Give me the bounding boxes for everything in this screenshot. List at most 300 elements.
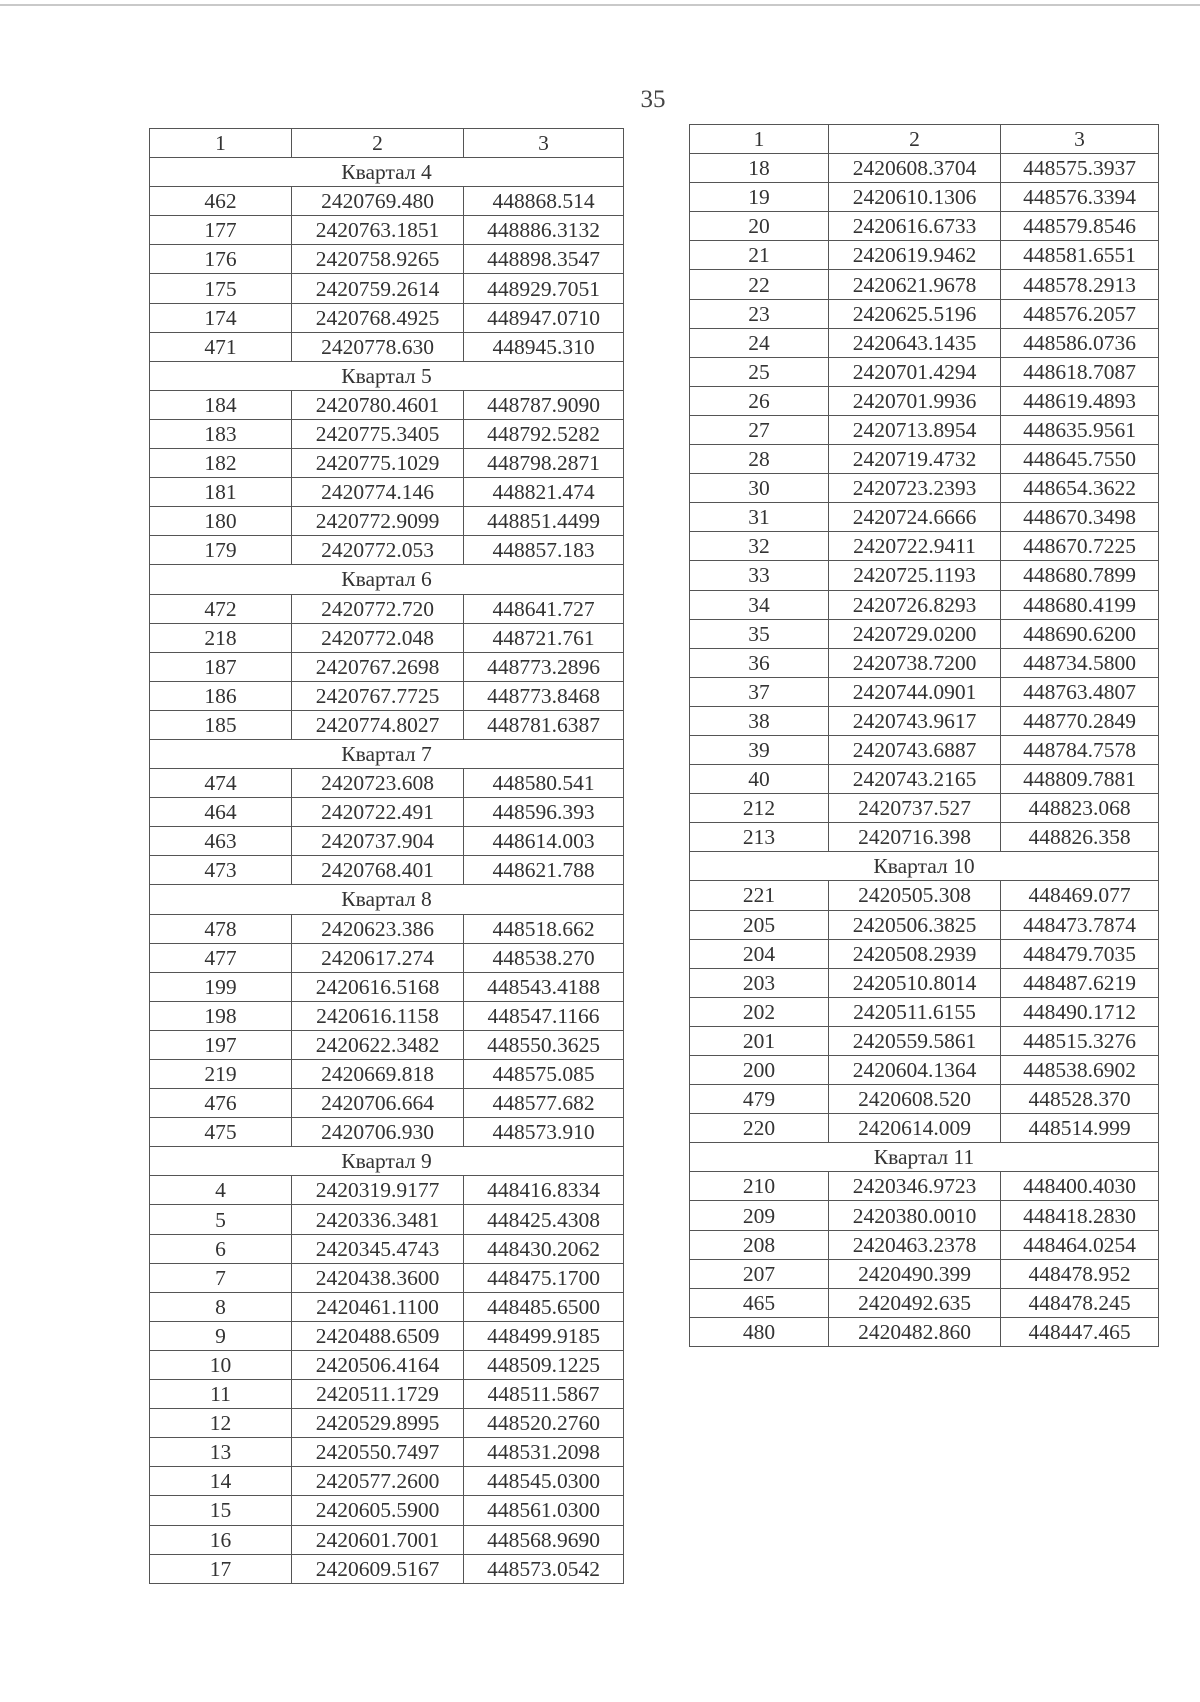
coordinate-x: 2420713.8954 [829,415,1001,444]
coordinate-x: 2420706.664 [292,1089,464,1118]
coordinate-y: 448618.7087 [1001,357,1159,386]
table-row [690,1317,1159,1346]
coordinate-y: 448561.0300 [464,1496,624,1525]
coordinate-x: 2420616.6733 [829,212,1001,241]
point-number: 22 [690,270,829,299]
table-row [690,1114,1159,1143]
coordinate-y: 448898.3547 [464,245,624,274]
coordinate-x: 2420336.3481 [292,1205,464,1234]
coordinate-x: 2420719.4732 [829,445,1001,474]
coordinate-x: 2420617.274 [292,943,464,972]
point-number: 464 [150,798,292,827]
point-number: 186 [150,681,292,710]
point-number: 175 [150,274,292,303]
coordinate-y: 448621.788 [464,856,624,885]
point-number: 14 [150,1467,292,1496]
coordinates-table-left [149,128,624,1584]
table-row [150,1234,624,1263]
table-row [690,241,1159,270]
coordinate-y: 448781.6387 [464,710,624,739]
point-number: 39 [690,735,829,764]
point-number: 13 [150,1438,292,1467]
coordinate-y: 448475.1700 [464,1263,624,1292]
coordinate-x: 2420723.2393 [829,474,1001,503]
coordinate-x: 2420775.3405 [292,419,464,448]
table-row [690,415,1159,444]
coordinate-y: 448518.662 [464,914,624,943]
point-number: 177 [150,216,292,245]
coordinate-x: 2420380.0010 [829,1201,1001,1230]
coordinate-y: 448485.6500 [464,1292,624,1321]
coordinate-x: 2420608.520 [829,1085,1001,1114]
coordinate-x: 2420701.9936 [829,386,1001,415]
coordinate-x: 2420319.9177 [292,1176,464,1205]
block-header-row [690,852,1159,881]
block-title: Квартал 8 [150,885,624,914]
table-row [150,419,624,448]
coordinate-y: 448576.2057 [1001,299,1159,328]
coordinate-y: 448823.068 [1001,794,1159,823]
point-number: 475 [150,1118,292,1147]
coordinate-x: 2420767.2698 [292,652,464,681]
table-row [150,856,624,885]
table-row [150,681,624,710]
point-number: 477 [150,943,292,972]
point-number: 23 [690,299,829,328]
block-title: Квартал 7 [150,739,624,768]
page-top-edge [0,4,1200,6]
coordinate-x: 2420605.5900 [292,1496,464,1525]
point-number: 199 [150,972,292,1001]
block-title: Квартал 11 [690,1143,1159,1172]
block-header-row [150,158,624,187]
coordinate-x: 2420621.9678 [829,270,1001,299]
point-number: 33 [690,561,829,590]
table-row [690,1288,1159,1317]
coordinate-y: 448721.761 [464,623,624,652]
coordinate-y: 448550.3625 [464,1030,624,1059]
point-number: 463 [150,827,292,856]
table-row [150,1118,624,1147]
coordinate-y: 448416.8334 [464,1176,624,1205]
table-row [690,212,1159,241]
coordinate-x: 2420758.9265 [292,245,464,274]
point-number: 8 [150,1292,292,1321]
coordinate-x: 2420769.480 [292,187,464,216]
coordinate-x: 2420505.308 [829,881,1001,910]
block-header-row [690,1143,1159,1172]
coordinate-y: 448575.085 [464,1060,624,1089]
table-row [150,798,624,827]
point-number: 474 [150,769,292,798]
point-number: 197 [150,1030,292,1059]
coordinate-y: 448568.9690 [464,1525,624,1554]
block-title: Квартал 5 [150,361,624,390]
table-row [150,1060,624,1089]
table-row [690,386,1159,415]
point-number: 187 [150,652,292,681]
point-number: 219 [150,1060,292,1089]
table-row [690,561,1159,590]
table-row [150,1438,624,1467]
table-row [690,997,1159,1026]
point-number: 473 [150,856,292,885]
coordinate-x: 2420508.2939 [829,939,1001,968]
coordinate-x: 2420345.4743 [292,1234,464,1263]
block-header-row [150,885,624,914]
page-number: 35 [640,86,666,113]
coordinate-y: 448792.5282 [464,419,624,448]
coordinate-x: 2420492.635 [829,1288,1001,1317]
coordinate-y: 448430.2062 [464,1234,624,1263]
table-row [150,1554,624,1583]
point-number: 31 [690,503,829,532]
point-number: 182 [150,449,292,478]
coordinate-x: 2420738.7200 [829,648,1001,677]
point-number: 5 [150,1205,292,1234]
block-title: Квартал 9 [150,1147,624,1176]
coordinate-x: 2420725.1193 [829,561,1001,590]
point-number: 20 [690,212,829,241]
point-number: 204 [690,939,829,968]
coordinate-x: 2420775.1029 [292,449,464,478]
coordinate-y: 448770.2849 [1001,706,1159,735]
coordinate-y: 448614.003 [464,827,624,856]
table-row [150,652,624,681]
coordinate-x: 2420726.8293 [829,590,1001,619]
point-number: 28 [690,445,829,474]
point-number: 476 [150,1089,292,1118]
coordinate-y: 448763.4807 [1001,677,1159,706]
coordinate-y: 448538.6902 [1001,1056,1159,1085]
point-number: 36 [690,648,829,677]
coordinate-x: 2420577.2600 [292,1467,464,1496]
table-row [150,1467,624,1496]
coordinate-x: 2420724.6666 [829,503,1001,532]
coordinate-y: 448514.999 [1001,1114,1159,1143]
coordinate-y: 448798.2871 [464,449,624,478]
point-number: 21 [690,241,829,270]
coordinate-y: 448547.1166 [464,1001,624,1030]
coordinate-y: 448490.1712 [1001,997,1159,1026]
point-number: 212 [690,794,829,823]
coordinate-x: 2420716.398 [829,823,1001,852]
table-row [690,765,1159,794]
coordinate-x: 2420701.4294 [829,357,1001,386]
coordinate-x: 2420529.8995 [292,1409,464,1438]
table-row [690,823,1159,852]
point-number: 205 [690,910,829,939]
point-number: 184 [150,390,292,419]
coordinate-y: 448851.4499 [464,507,624,536]
coordinate-x: 2420482.860 [829,1317,1001,1346]
coordinate-x: 2420559.5861 [829,1026,1001,1055]
coordinate-x: 2420622.3482 [292,1030,464,1059]
coordinate-x: 2420772.053 [292,536,464,565]
table-row [690,1230,1159,1259]
point-number: 30 [690,474,829,503]
coordinate-x: 2420614.009 [829,1114,1001,1143]
point-number: 471 [150,332,292,361]
point-number: 209 [690,1201,829,1230]
point-number: 480 [690,1317,829,1346]
coordinate-x: 2420506.4164 [292,1350,464,1379]
coordinate-x: 2420490.399 [829,1259,1001,1288]
table-row [690,735,1159,764]
point-number: 24 [690,328,829,357]
table-row [690,677,1159,706]
coordinate-x: 2420768.401 [292,856,464,885]
coordinate-y: 448641.727 [464,594,624,623]
point-number: 38 [690,706,829,735]
coordinate-y: 448821.474 [464,478,624,507]
coordinate-y: 448573.910 [464,1118,624,1147]
coordinate-x: 2420616.5168 [292,972,464,1001]
table-row [690,1026,1159,1055]
table-row [150,1030,624,1059]
coordinate-x: 2420610.1306 [829,183,1001,212]
coordinate-x: 2420772.720 [292,594,464,623]
table-row [150,449,624,478]
coordinate-y: 448784.7578 [1001,735,1159,764]
coordinate-x: 2420763.1851 [292,216,464,245]
coordinate-y: 448400.4030 [1001,1172,1159,1201]
table-row [690,1056,1159,1085]
coordinate-x: 2420506.3825 [829,910,1001,939]
coordinate-x: 2420722.9411 [829,532,1001,561]
coordinate-y: 448645.7550 [1001,445,1159,474]
column-header-3: 3 [464,129,624,158]
coordinate-x: 2420774.146 [292,478,464,507]
table-row [150,332,624,361]
coordinate-x: 2420744.0901 [829,677,1001,706]
block-header-row [150,1147,624,1176]
point-number: 4 [150,1176,292,1205]
table-row [150,245,624,274]
table-row [150,710,624,739]
table-row [150,1292,624,1321]
table-row [690,328,1159,357]
point-number: 176 [150,245,292,274]
table-row [150,1001,624,1030]
coordinate-y: 448680.7899 [1001,561,1159,590]
table-row [690,503,1159,532]
coordinate-x: 2420511.6155 [829,997,1001,1026]
point-number: 221 [690,881,829,910]
point-number: 180 [150,507,292,536]
coordinate-y: 448464.0254 [1001,1230,1159,1259]
coordinate-y: 448538.270 [464,943,624,972]
coordinate-y: 448509.1225 [464,1350,624,1379]
point-number: 16 [150,1525,292,1554]
coordinate-y: 448947.0710 [464,303,624,332]
coordinate-x: 2420604.1364 [829,1056,1001,1085]
coordinate-x: 2420461.1100 [292,1292,464,1321]
table-row [150,594,624,623]
point-number: 9 [150,1321,292,1350]
column-header-1: 1 [690,125,829,154]
table-row [690,881,1159,910]
table-row [150,943,624,972]
table-row [690,357,1159,386]
point-number: 15 [150,1496,292,1525]
table-row [690,1201,1159,1230]
table-row [690,532,1159,561]
point-number: 12 [150,1409,292,1438]
table-row [690,1259,1159,1288]
point-number: 26 [690,386,829,415]
coordinate-y: 448578.2913 [1001,270,1159,299]
coordinate-y: 448473.7874 [1001,910,1159,939]
table-row [150,1321,624,1350]
point-number: 462 [150,187,292,216]
table-row [150,303,624,332]
coordinate-y: 448528.370 [1001,1085,1159,1114]
coordinate-y: 448418.2830 [1001,1201,1159,1230]
coordinate-x: 2420759.2614 [292,274,464,303]
point-number: 35 [690,619,829,648]
point-number: 6 [150,1234,292,1263]
block-title: Квартал 4 [150,158,624,187]
coordinate-x: 2420609.5167 [292,1554,464,1583]
coordinate-y: 448857.183 [464,536,624,565]
table-row [150,1263,624,1292]
coordinate-y: 448809.7881 [1001,765,1159,794]
point-number: 11 [150,1380,292,1409]
column-header-2: 2 [292,129,464,158]
coordinate-y: 448580.541 [464,769,624,798]
coordinate-x: 2420438.3600 [292,1263,464,1292]
table-row [150,536,624,565]
coordinate-y: 448487.6219 [1001,968,1159,997]
point-number: 218 [150,623,292,652]
coordinate-y: 448575.3937 [1001,154,1159,183]
coordinate-y: 448515.3276 [1001,1026,1159,1055]
coordinate-x: 2420619.9462 [829,241,1001,270]
point-number: 465 [690,1288,829,1317]
coordinate-x: 2420737.527 [829,794,1001,823]
coordinate-y: 448635.9561 [1001,415,1159,444]
point-number: 220 [690,1114,829,1143]
table-row [690,590,1159,619]
coordinate-y: 448654.3622 [1001,474,1159,503]
table-row [690,706,1159,735]
coordinate-y: 448576.3394 [1001,183,1159,212]
point-number: 17 [150,1554,292,1583]
table-row [690,794,1159,823]
point-number: 208 [690,1230,829,1259]
coordinate-y: 448929.7051 [464,274,624,303]
point-number: 19 [690,183,829,212]
coordinate-y: 448773.8468 [464,681,624,710]
coordinate-x: 2420669.818 [292,1060,464,1089]
coordinate-x: 2420780.4601 [292,390,464,419]
coordinate-y: 448545.0300 [464,1467,624,1496]
column-header-1: 1 [150,129,292,158]
point-number: 181 [150,478,292,507]
coordinate-y: 448690.6200 [1001,619,1159,648]
coordinate-y: 448826.358 [1001,823,1159,852]
coordinate-y: 448734.5800 [1001,648,1159,677]
point-number: 478 [150,914,292,943]
point-number: 213 [690,823,829,852]
point-number: 174 [150,303,292,332]
coordinate-y: 448670.7225 [1001,532,1159,561]
coordinate-x: 2420643.1435 [829,328,1001,357]
coordinate-y: 448520.2760 [464,1409,624,1438]
table-row [690,968,1159,997]
coordinate-y: 448478.245 [1001,1288,1159,1317]
point-number: 18 [690,154,829,183]
table-row [690,270,1159,299]
coordinate-y: 448425.4308 [464,1205,624,1234]
table-row [690,474,1159,503]
coordinate-x: 2420772.9099 [292,507,464,536]
coordinate-x: 2420550.7497 [292,1438,464,1467]
coordinate-x: 2420625.5196 [829,299,1001,328]
block-header-row [150,739,624,768]
column-header-3: 3 [1001,125,1159,154]
point-number: 479 [690,1085,829,1114]
coordinate-y: 448447.465 [1001,1317,1159,1346]
point-number: 10 [150,1350,292,1379]
table-row [150,1205,624,1234]
block-header-row [150,361,624,390]
point-number: 27 [690,415,829,444]
coordinate-x: 2420722.491 [292,798,464,827]
table-row [150,1350,624,1379]
table-row [150,972,624,1001]
table-row [150,274,624,303]
table-row [150,623,624,652]
table-row [690,445,1159,474]
coordinate-x: 2420723.608 [292,769,464,798]
coordinate-y: 448573.0542 [464,1554,624,1583]
coordinate-y: 448479.7035 [1001,939,1159,968]
coordinate-x: 2420767.7725 [292,681,464,710]
table-row [150,507,624,536]
coordinate-y: 448499.9185 [464,1321,624,1350]
coordinate-y: 448619.4893 [1001,386,1159,415]
coordinate-y: 448581.6551 [1001,241,1159,270]
table-header-row [690,125,1159,154]
table-row [150,769,624,798]
coordinate-x: 2420743.9617 [829,706,1001,735]
point-number: 179 [150,536,292,565]
table-row [690,183,1159,212]
table-row [150,187,624,216]
table-row [690,648,1159,677]
table-row [690,154,1159,183]
point-number: 200 [690,1056,829,1085]
point-number: 207 [690,1259,829,1288]
coordinate-x: 2420623.386 [292,914,464,943]
coordinate-y: 448586.0736 [1001,328,1159,357]
table-row [150,1525,624,1554]
point-number: 37 [690,677,829,706]
table-header-row [150,129,624,158]
point-number: 202 [690,997,829,1026]
coordinate-y: 448787.9090 [464,390,624,419]
point-number: 198 [150,1001,292,1030]
coordinate-y: 448511.5867 [464,1380,624,1409]
table-row [690,910,1159,939]
point-number: 183 [150,419,292,448]
table-row [150,1176,624,1205]
coordinate-y: 448596.393 [464,798,624,827]
table-row [690,1172,1159,1201]
table-row [150,1409,624,1438]
